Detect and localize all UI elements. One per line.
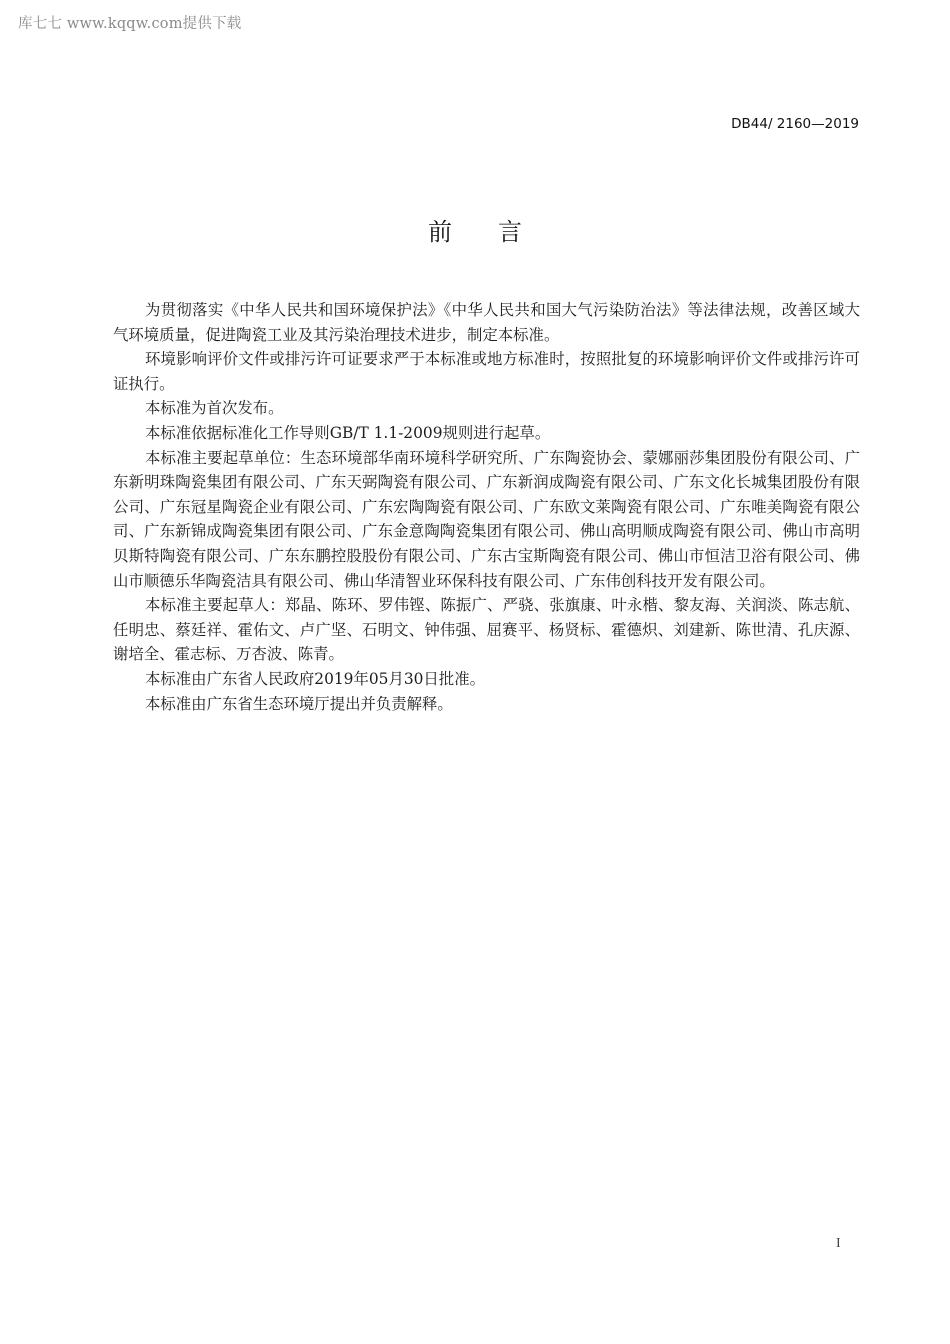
foreword-body [113,298,860,716]
paragraph-interpretation: 本标准由广东省生态环境厅提出并负责解释。 [145,694,453,713]
paragraph-drafters: 本标准主要起草人：郑晶、陈环、罗伟铿、陈振广、严骁、张旗康、叶永楷、黎友海、关润淡、陈志航、任明忠、蔡廷祥、霍佑文、卢广坚、石明文、钟伟强、屈赛平、杨贤标、霍德炽、刘建新、陈世清、孔庆源、谢培全、霍志标、万杏波、陈青。 [113,596,860,664]
standard-code: DB44/ 2160—2019 [731,116,859,132]
paragraph-first-release: 本标准为首次发布。 [145,399,284,418]
paragraph-approval: 本标准由广东省人民政府2019年05月30日批准。 [145,669,485,688]
paragraph-drafting-rules: 本标准依据标准化工作导则GB/T 1.1-2009规则进行起草。 [145,423,551,442]
paragraph-purpose: 为贯彻落实《中华人民共和国环境保护法》《中华人民共和国大气污染防治法》等法律法规，改善区域大气环境质量，促进陶瓷工业及其污染治理技术进步，制定本标准。 [113,301,860,344]
page-number: I [836,1236,841,1251]
page-title: 前言 [428,218,568,246]
paragraph-eia-precedence: 环境影响评价文件或排污许可证要求严于本标准或地方标准时，按照批复的环境影响评价文件或排污许可证执行。 [113,350,860,393]
paragraph-drafting-units: 本标准主要起草单位：生态环境部华南环境科学研究所、广东陶瓷协会、蒙娜丽莎集团股份有限公司、广东新明珠陶瓷集团有限公司、广东天弼陶瓷有限公司、广东新润成陶瓷有限公司、广东文化长城集团股份有限公司、广东冠星陶瓷企业有限公司、广东宏陶陶瓷有限公司、广东欧文莱陶瓷有限公司、广东唯美陶瓷有限公司、广东新锦成陶瓷集团有限公司、广东金意陶陶瓷集团有限公司、佛山高明顺成陶瓷有限公司、佛山市高明贝斯特陶瓷有限公司、广东东鹏控股股份有限公司、广东古宝斯陶瓷有限公司、佛山市恒洁卫浴有限公司、佛山市顺德乐华陶瓷洁具有限公司、佛山华清智业环保科技有限公司、广东伟创科技开发有限公司。 [113,448,860,590]
watermark: 库七七 www.kqqw.com提供下载 [18,16,242,32]
